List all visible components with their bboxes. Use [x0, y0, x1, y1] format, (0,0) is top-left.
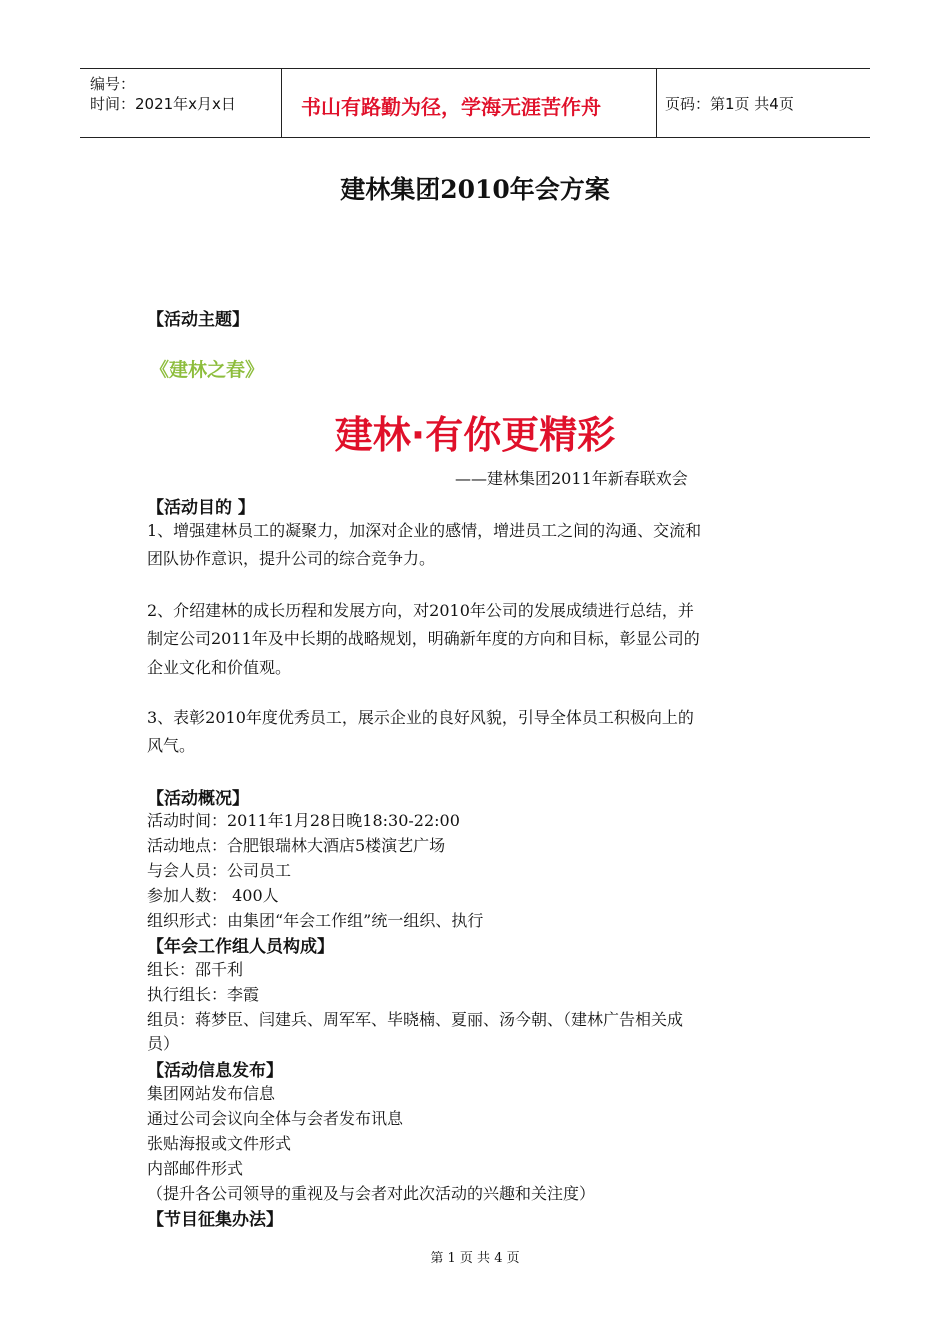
- overview-heading: 【活动概况】: [147, 789, 249, 809]
- header-meta-cell: [80, 69, 282, 137]
- team-line: 组员：蒋梦臣、闫建兵、周军军、毕晓楠、夏丽、汤今朝、（建林广告相关成: [147, 1010, 684, 1029]
- purpose-line: 团队协作意识，提升公司的综合竞争力。: [147, 549, 436, 568]
- page-footer: 第 1 页 共 4 页: [430, 1251, 520, 1266]
- release-line: 张贴海报或文件形式: [147, 1134, 292, 1153]
- overview-line: 活动地点：合肥银瑞林大酒店5楼演艺广场: [147, 836, 446, 855]
- doc-date-label: 时间：2021年x月x日: [90, 95, 236, 113]
- overview-line: 活动时间：2011年1月28日晚18:30-22:00: [147, 811, 460, 830]
- purpose-line: 3、表彰2010年度优秀员工，展示企业的良好风貌，引导全体员工积极向上的: [147, 708, 694, 727]
- header-motto: 书山有路勤为径，学海无涯苦作舟: [301, 95, 601, 119]
- purpose-line: 风气。: [147, 736, 196, 755]
- theme-slogan: 建林·有你更精彩: [334, 413, 616, 457]
- release-line: 内部邮件形式: [147, 1159, 244, 1178]
- purpose-heading: 【活动目的 】: [147, 498, 255, 518]
- header-page-info: 页码：第1页 共4页: [665, 95, 794, 113]
- purpose-line: 2、介绍建林的成长历程和发展方向，对2010年公司的发展成绩进行总结，并: [147, 601, 694, 620]
- purpose-line: 1、增强建林员工的凝聚力，加深对企业的感情，增进员工之间的沟通、交流和: [147, 521, 702, 540]
- header-page-cell: [657, 69, 870, 137]
- release-heading: 【活动信息发布】: [147, 1061, 283, 1081]
- purpose-line: 企业文化和价值观。: [147, 658, 292, 677]
- document-title: 建林集团2010年会方案: [340, 175, 610, 204]
- release-line: （提升各公司领导的重视及与会者对此次活动的兴趣和关注度）: [147, 1184, 596, 1203]
- release-line: 通过公司会议向全体与会者发布讯息: [147, 1109, 404, 1128]
- team-line: 组长：邵千利: [147, 960, 244, 979]
- team-line: 员）: [147, 1034, 180, 1053]
- team-line: 执行组长：李霞: [147, 985, 260, 1004]
- theme-subtitle: ——建林集团2011年新春联欢会: [455, 469, 688, 488]
- header-motto-cell: [281, 69, 657, 137]
- program-heading: 【节目征集办法】: [147, 1210, 283, 1230]
- theme-heading: 【活动主题】: [147, 310, 249, 330]
- release-line: 集团网站发布信息: [147, 1084, 276, 1103]
- overview-line: 参加人数： 400人: [147, 886, 279, 905]
- header-table: [80, 68, 870, 138]
- overview-line: 与会人员：公司员工: [147, 861, 292, 880]
- purpose-line: 制定公司2011年及中长期的战略规划，明确新年度的方向和目标，彰显公司的: [147, 629, 700, 648]
- theme-name: 《建林之春》: [150, 359, 265, 381]
- doc-number-label: 编号：: [90, 75, 136, 93]
- overview-line: 组织形式：由集团“年会工作组”统一组织、执行: [147, 911, 484, 930]
- team-heading: 【年会工作组人员构成】: [147, 937, 334, 957]
